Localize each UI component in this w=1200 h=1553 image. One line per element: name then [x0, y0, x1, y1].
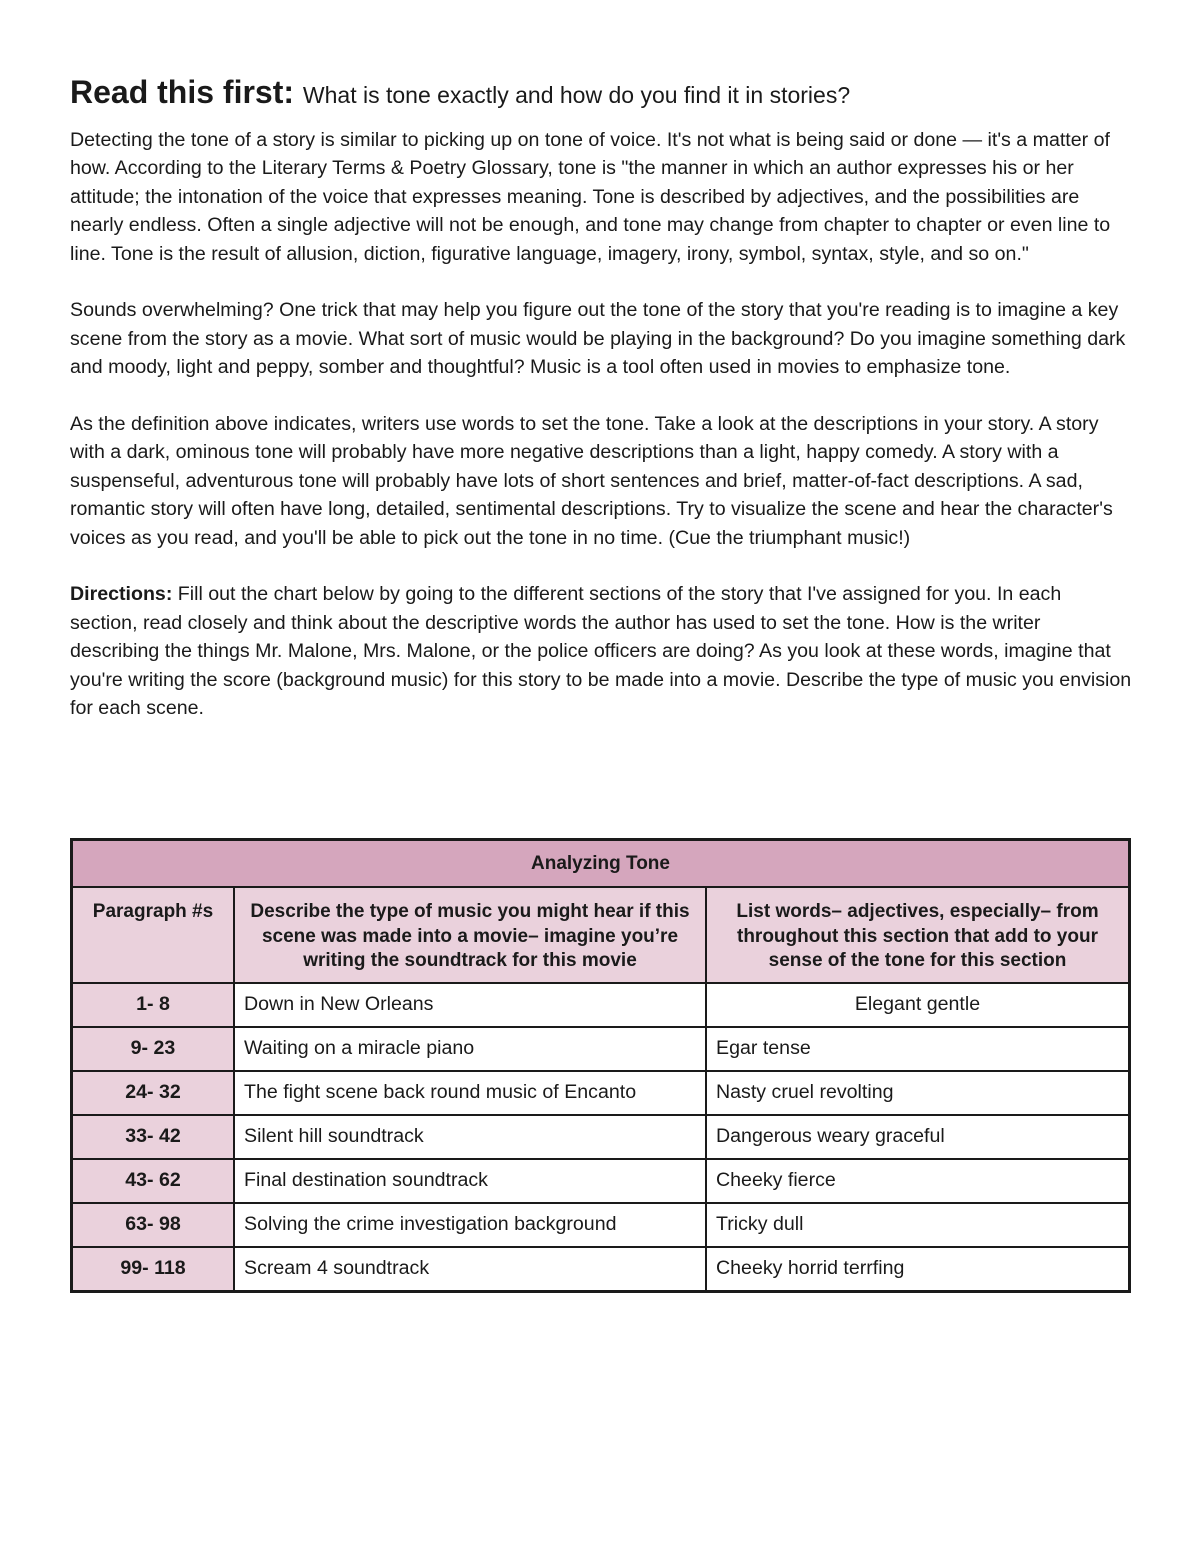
- paragraph-spacer: [70, 382, 1132, 410]
- cell-paragraphs: 1- 8: [72, 983, 235, 1027]
- cell-music[interactable]: The fight scene back round music of Encanto: [234, 1071, 706, 1115]
- directions-paragraph: [70, 580, 1132, 722]
- cell-words[interactable]: Nasty cruel revolting: [706, 1071, 1130, 1115]
- title-question: What is tone exactly and how do you find it in stories?: [302, 82, 851, 108]
- cell-paragraphs: 24- 32: [72, 1071, 235, 1115]
- cell-music[interactable]: Waiting on a miracle piano: [234, 1027, 706, 1071]
- table-header-row: [72, 887, 1130, 983]
- cell-paragraphs: 63- 98: [72, 1203, 235, 1247]
- cell-music[interactable]: Solving the crime investigation background: [234, 1203, 706, 1247]
- table-title-row: [72, 840, 1130, 888]
- cell-paragraphs: 99- 118: [72, 1247, 235, 1292]
- table-row: [72, 1247, 1130, 1292]
- cell-words[interactable]: Elegant gentle: [706, 983, 1130, 1027]
- analyzing-tone-table: [70, 838, 1131, 1293]
- cell-music[interactable]: Final destination soundtrack: [234, 1159, 706, 1203]
- definition-paragraph: As the definition above indicates, writers use words to set the tone. Take a look at the descriptions in your story. A story with a dark, ominous tone will probably have more negative descriptions than a light, happy comedy. A story with a suspenseful, adventurous tone will probably have lots of short sentences and brief, matter-of-fact descriptions. A sad, romantic story will often have long, detailed, sentimental descriptions. Try to visualize the scene and hear the character's voices as you read, and you'll be able to pick out the tone in no time. (Cue the triumphant music!): [70, 413, 1113, 549]
- table-row: [72, 1159, 1130, 1203]
- cell-music[interactable]: Silent hill soundtrack: [234, 1115, 706, 1159]
- table-row: [72, 983, 1130, 1027]
- paragraph-spacer: [70, 268, 1132, 296]
- table-title: Analyzing Tone: [72, 840, 1130, 888]
- cell-paragraphs: 33- 42: [72, 1115, 235, 1159]
- cell-music[interactable]: Scream 4 soundtrack: [234, 1247, 706, 1292]
- cell-paragraphs: 9- 23: [72, 1027, 235, 1071]
- cell-words[interactable]: Tricky dull: [706, 1203, 1130, 1247]
- intro-paragraph: Detecting the tone of a story is similar to picking up on tone of voice. It's not what is being said or done — it's a matter of how. According to the Literary Terms & Poetry Glossary, tone is "the manner in which an author expresses his or her attitude; the intonation of the voice that expresses meaning. Tone is described by adjectives, and the possibilities are nearly endless. Often a single adjective will not be enough, and tone may change from chapter to chapter or even line to line. Tone is the result of allusion, diction, figurative language, imagery, irony, symbol, syntax, style, and so on.": [70, 129, 1111, 265]
- cell-words[interactable]: Dangerous weary graceful: [706, 1115, 1130, 1159]
- directions-text: Fill out the chart below by going to the different sections of the story that I've assigned for you. In each section, read closely and think about the descriptive words the author has used to set the tone. How is the writer describing the things Mr. Malone, Mrs. Malone, or the police officers are doing? As you look at these words, imagine that you're writing the score (background music) for this story to be made into a movie. Describe the type of music you envision for each scene.: [70, 583, 1132, 720]
- header-music: Describe the type of music you might hear if this scene was made into a movie– imagine you’re writing the soundtrack for this movie: [234, 887, 706, 983]
- table-row: [72, 1203, 1130, 1247]
- table-row: [72, 1027, 1130, 1071]
- cell-words[interactable]: Cheeky horrid terrfing: [706, 1247, 1130, 1292]
- title-lead: Read this first:: [70, 74, 295, 110]
- header-paragraphs: Paragraph #s: [72, 887, 235, 983]
- table-row: [72, 1115, 1130, 1159]
- cell-paragraphs: 43- 62: [72, 1159, 235, 1203]
- tip-paragraph: Sounds overwhelming? One trick that may help you figure out the tone of the story that you're reading is to imagine a key scene from the story as a movie. What sort of music would be playing in the background? Do you imagine something dark and moody, light and peppy, somber and thoughtful? Music is a tool often used in movies to emphasize tone.: [70, 299, 1126, 379]
- page-title: [70, 70, 1132, 117]
- header-words: List words– adjectives, especially– from throughout this section that add to your sense of the tone for this section: [706, 887, 1130, 983]
- document-body: [70, 70, 1132, 722]
- table-row: [72, 1071, 1130, 1115]
- cell-music[interactable]: Down in New Orleans: [234, 983, 706, 1027]
- cell-words[interactable]: Cheeky fierce: [706, 1159, 1130, 1203]
- directions-label: Directions:: [70, 583, 173, 606]
- cell-words[interactable]: Egar tense: [706, 1027, 1130, 1071]
- paragraph-spacer: [70, 552, 1132, 580]
